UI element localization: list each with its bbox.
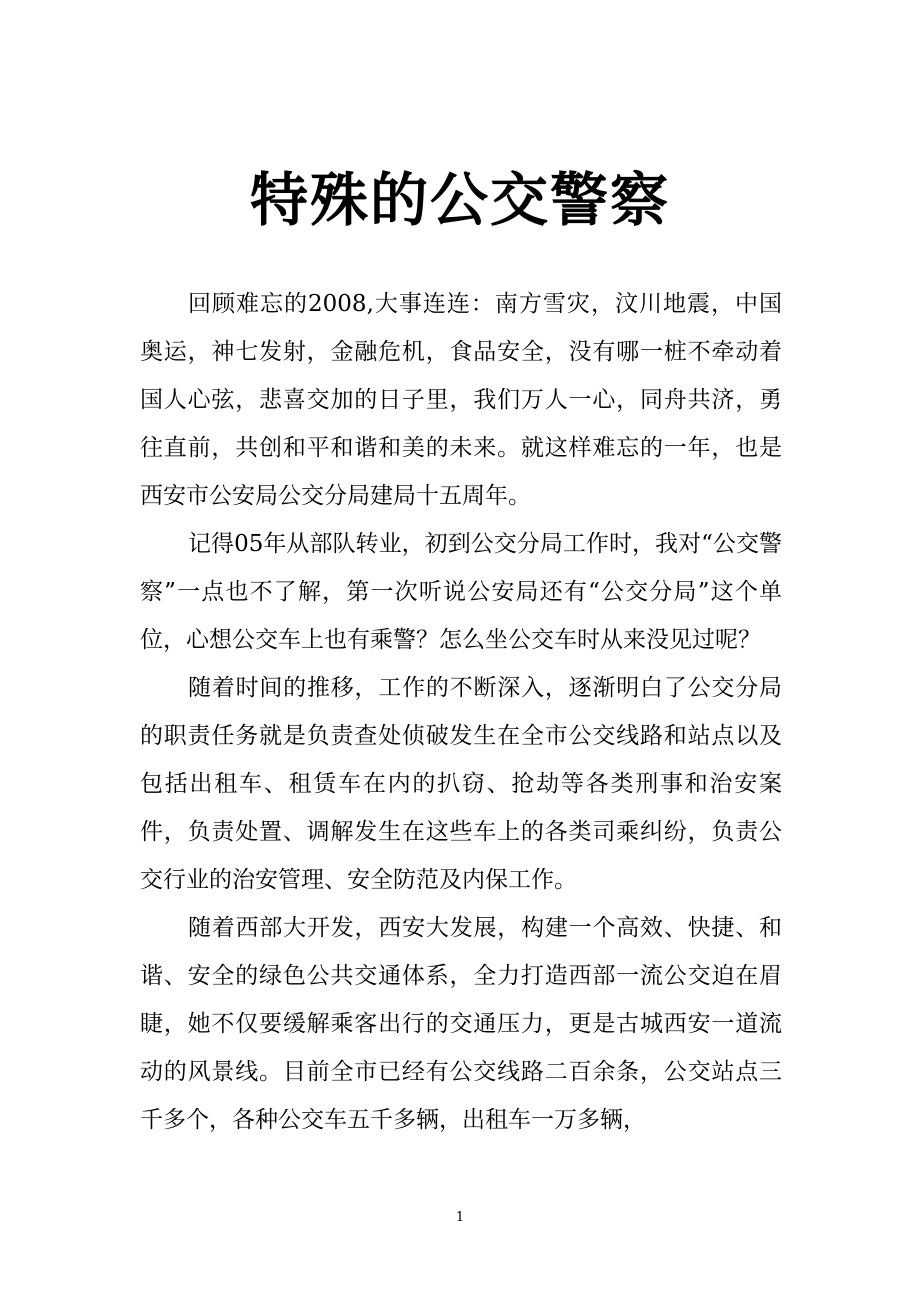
document-body: [140, 280, 782, 1144]
paragraph-2: 记得05年从部队转业，初到公交分局工作时，我对“公交警察”一点也不了解，第一次听说公安局还有“公交分局”这个单位，心想公交车上也有乘警？怎么坐公交车时从来没见过呢？: [140, 531, 782, 653]
paragraph-3: 随着时间的推移，工作的不断深入，逐渐明白了公交分局的职责任务就是负责查处侦破发生在全市公交线路和站点以及包括出租车、租赁车在内的扒窃、抢劫等各类刑事和治安案件，负责处置、调解发生在这些车上的各类司乘纠纷，负责公交行业的治安管理、安全防范及内保工作。: [140, 675, 782, 893]
page-number: 1: [455, 1210, 465, 1225]
document-title: 特殊的公交警察: [249, 166, 670, 234]
paragraph-1: 回顾难忘的2008,大事连连：南方雪灾，汶川地震，中国奥运，神七发射，金融危机，食品安全，没有哪一桩不牵动着国人心弦，悲喜交加的日子里，我们万人一心，同舟共济，勇往直前，共创和平和谐和美的未来。就这样难忘的一年，也是西安市公安局公交分局建局十五周年。: [140, 291, 782, 509]
paragraph-4: 随着西部大开发，西安大发展，构建一个高效、快捷、和谐、安全的绿色公共交通体系，全力打造西部一流公交迫在眉睫，她不仅要缓解乘客出行的交通压力，更是古城西安一道流动的风景线。目前全市已经有公交线路二百余条，公交站点三千多个，各种公交车五千多辆，出租车一万多辆，: [140, 915, 782, 1133]
